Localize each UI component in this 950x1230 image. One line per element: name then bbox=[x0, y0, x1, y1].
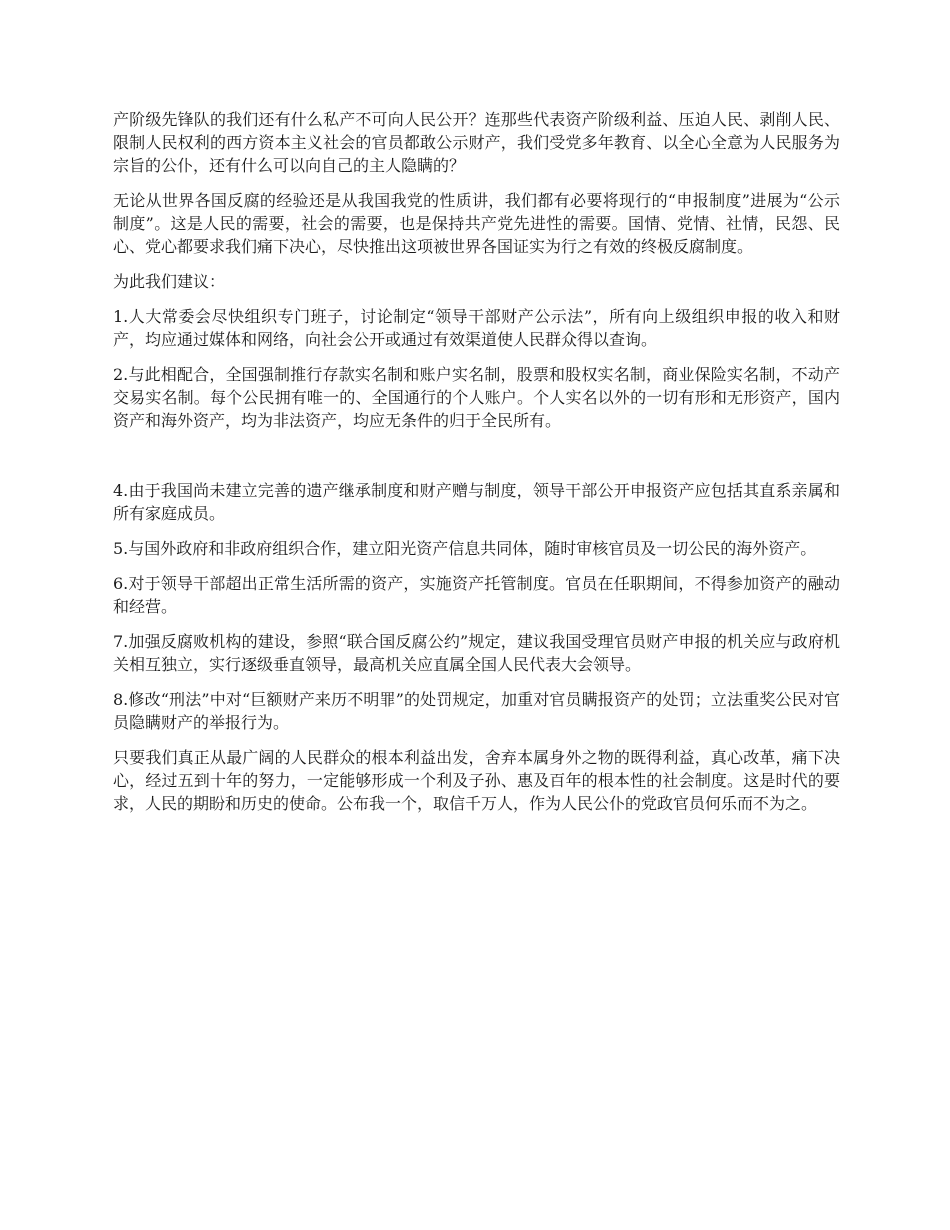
paragraph-proposal-2: 2.与此相配合，全国强制推行存款实名制和账户实名制，股票和股权实名制，商业保险实名制，不动产交易实名制。每个公民拥有唯一的、全国通行的个人账户。个人实名以外的一切有形和无形资产，国内资产和海外资产，均为非法资产，均应无条件的归于全民所有。 bbox=[113, 365, 840, 430]
paragraph-reasoning: 无论从世界各国反腐的经验还是从我国我党的性质讲，我们都有必要将现行的“申报制度”进展为“公示制度”。这是人民的需要，社会的需要，也是保持共产党先进性的需要。国情、党情、社情，民怨、民心、党心都要求我们痛下决心，尽快推出这项被世界各国证实为行之有效的终极反腐制度。 bbox=[113, 191, 840, 256]
document-body bbox=[113, 108, 840, 827]
paragraph-proposal-heading: 为此我们建议： bbox=[113, 272, 226, 291]
paragraph-proposal-8: 8.修改“刑法”中对“巨额财产来历不明罪”的处罚规定，加重对官员瞒报资产的处罚；立法重奖公民对官员隐瞒财产的举报行为。 bbox=[113, 690, 840, 732]
paragraph-proposal-7: 7.加强反腐败机构的建设，参照“联合国反腐公约”规定，建议我国受理官员财产申报的机关应与政府机关相互独立，实行逐级垂直领导，最高机关应直属全国人民代表大会领导。 bbox=[113, 632, 840, 674]
paragraph-proposal-4: 4.由于我国尚未建立完善的遗产继承制度和财产赠与制度，领导干部公开申报资产应包括其直系亲属和所有家庭成员。 bbox=[113, 481, 840, 523]
paragraph-proposal-1: 1.人大常委会尽快组织专门班子，讨论制定“领导干部财产公示法”，所有向上级组织申报的收入和财产，均应通过媒体和网络，向社会公开或通过有效渠道使人民群众得以查询。 bbox=[113, 307, 840, 349]
paragraph-intro: 产阶级先锋队的我们还有什么私产不可向人民公开？连那些代表资产阶级利益、压迫人民、剥削人民、限制人民权利的西方资本主义社会的官员都敢公示财产，我们受党多年教育、以全心全意为人民服务为宗旨的公仆，还有什么可以向自己的主人隐瞒的？ bbox=[113, 110, 840, 175]
paragraph-proposal-6: 6.对于领导干部超出正常生活所需的资产，实施资产托管制度。官员在任职期间，不得参加资产的融动和经营。 bbox=[113, 574, 840, 616]
blank-line bbox=[113, 444, 840, 467]
paragraph-conclusion: 只要我们真正从最广阔的人民群众的根本利益出发，舍弃本属身外之物的既得利益，真心改革，痛下决心，经过五到十年的努力，一定能够形成一个利及子孙、惠及百年的根本性的社会制度。这是时代的要求，人民的期盼和历史的使命。公布我一个，取信千万人，作为人民公仆的党政官员何乐而不为之。 bbox=[113, 748, 840, 813]
paragraph-proposal-5: 5.与国外政府和非政府组织合作，建立阳光资产信息共同体，随时审核官员及一切公民的海外资产。 bbox=[113, 539, 817, 558]
